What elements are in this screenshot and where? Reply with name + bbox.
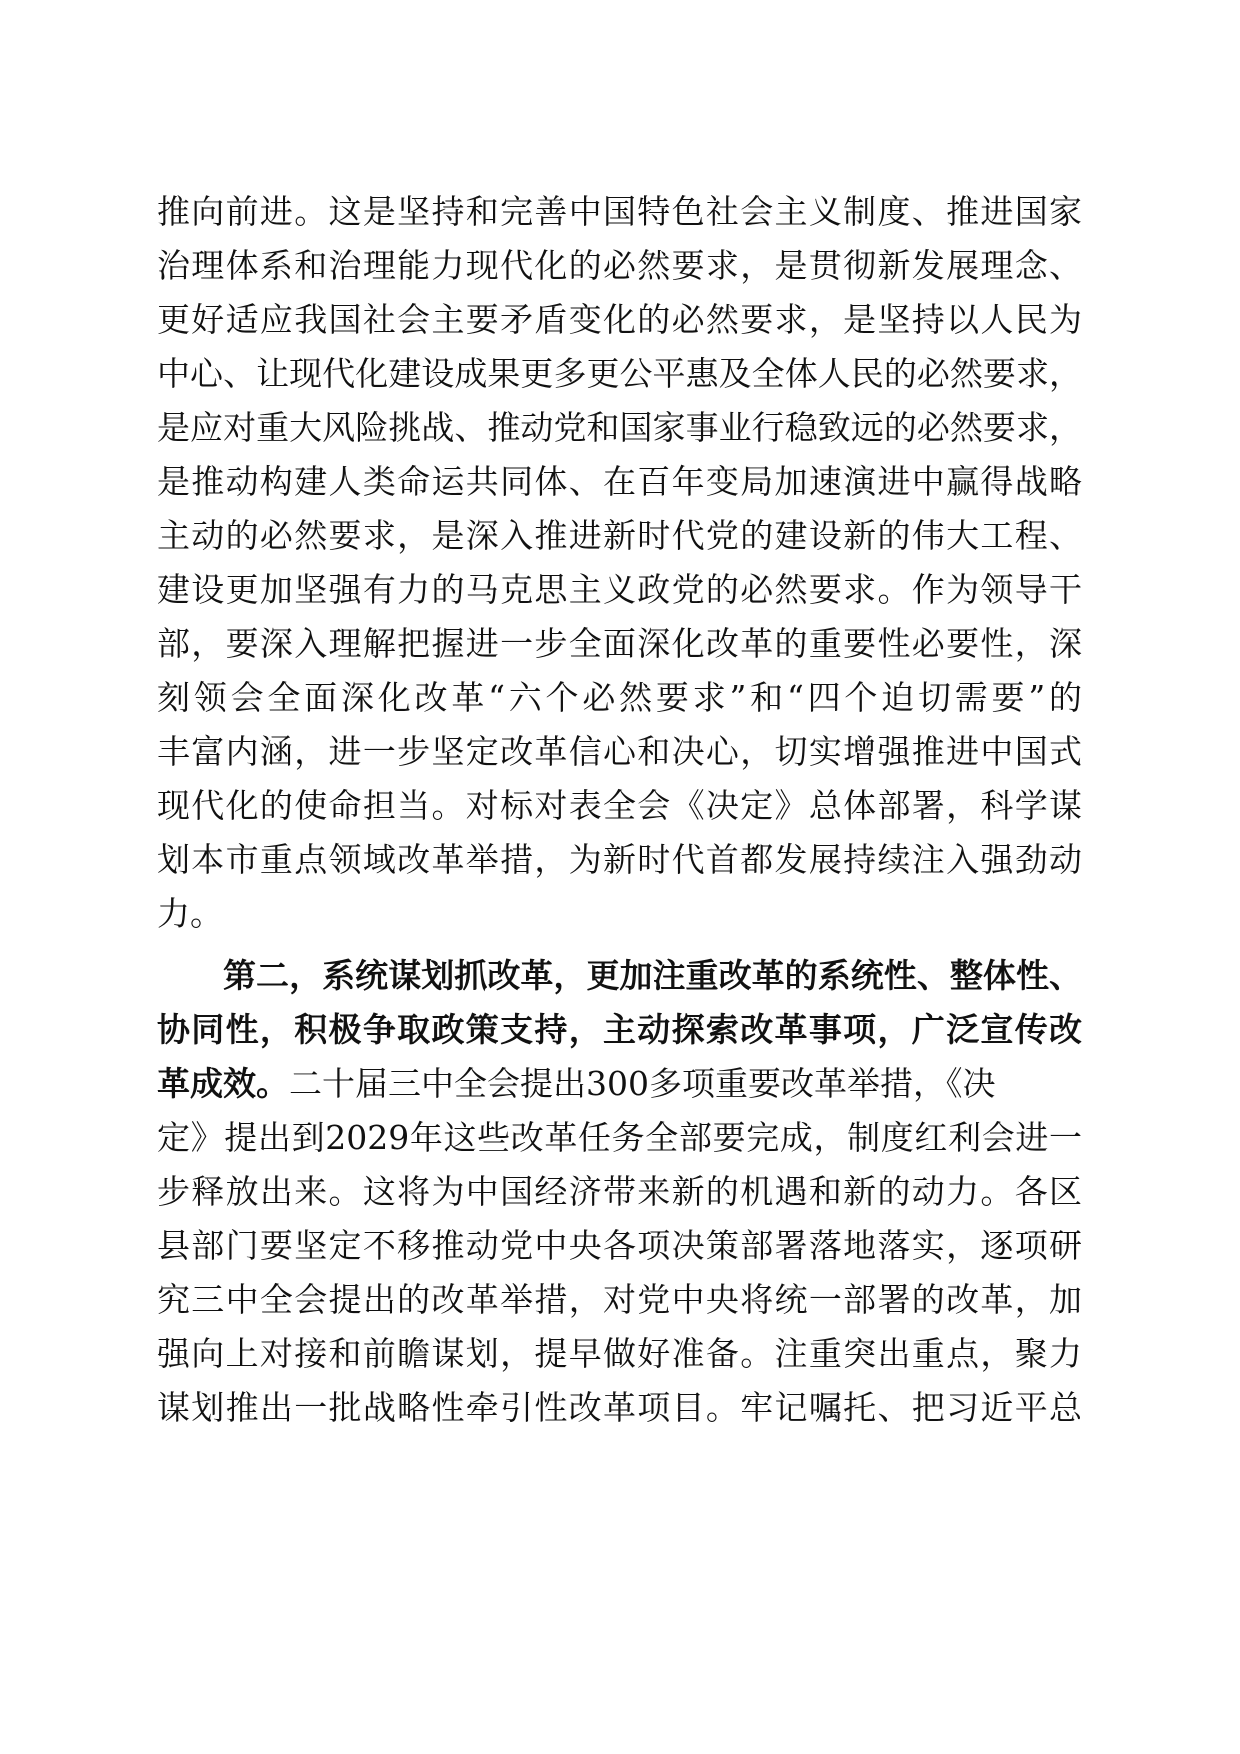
paragraph-gap (157, 941, 1082, 949)
text-line: 究三中全会提出的改革举措，对党中央将统一部署的改革，加 (157, 1280, 1082, 1319)
text-line: 是推动构建人类命运共同体、在百年变局加速演进中赢得战略 (157, 462, 1082, 501)
paragraph-1 (157, 185, 1082, 941)
text-line: 主动的必然要求，是深入推进新时代党的建设新的伟大工程、 (157, 516, 1082, 555)
paragraph-2 (157, 949, 1082, 1435)
text-line: 丰富内涵，进一步坚定改革信心和决心，切实增强推进中国式 (157, 732, 1082, 771)
text-run: 二十届三中全会提出300多项重要改革举措，《决 (289, 1064, 996, 1103)
text-line: 强向上对接和前瞻谋划，提早做好准备。注重突出重点，聚力 (157, 1334, 1082, 1373)
text-line: 建设更加坚强有力的马克思主义政党的必然要求。作为领导干 (157, 570, 1082, 609)
text-line: 推向前进。这是坚持和完善中国特色社会主义制度、推进国家 (157, 192, 1082, 231)
text-line: 步释放出来。这将为中国经济带来新的机遇和新的动力。各区 (157, 1172, 1082, 1211)
text-line: 现代化的使命担当。对标对表全会《决定》总体部署，科学谋 (157, 786, 1082, 825)
text-line: 谋划推出一批战略性牵引性改革项目。牢记嘱托、把习近平总 (157, 1388, 1082, 1427)
text-line: 定》提出到2029年这些改革任务全部要完成，制度红利会进一 (157, 1118, 1082, 1157)
bold-heading-tail: 革成效。 (157, 1064, 289, 1103)
text-line: 中心、让现代化建设成果更多更公平惠及全体人民的必然要求， (157, 354, 1082, 393)
text-line: 是应对重大风险挑战、推动党和国家事业行稳致远的必然要求， (157, 408, 1082, 447)
bold-heading-line: 协同性，积极争取政策支持，主动探索改革事项，广泛宣传改 (157, 1010, 1082, 1049)
text-line: 部，要深入理解把握进一步全面深化改革的重要性必要性，深 (157, 624, 1082, 663)
text-line: 更好适应我国社会主要矛盾变化的必然要求，是坚持以人民为 (157, 300, 1082, 339)
text-line: 县部门要坚定不移推动党中央各项决策部署落地落实，逐项研 (157, 1226, 1082, 1265)
text-line: 划本市重点领域改革举措，为新时代首都发展持续注入强劲动 (157, 840, 1082, 879)
document-body (157, 185, 1082, 1435)
text-line: 刻领会全面深化改革“六个必然要求”和“四个迫切需要”的 (157, 678, 1082, 717)
text-line: 治理体系和治理能力现代化的必然要求，是贯彻新发展理念、 (157, 246, 1082, 285)
mixed-line (157, 1057, 1082, 1111)
bold-heading-line: 第二，系统谋划抓改革，更加注重改革的系统性、整体性、 (223, 956, 1082, 995)
text-line: 力。 (157, 894, 223, 933)
